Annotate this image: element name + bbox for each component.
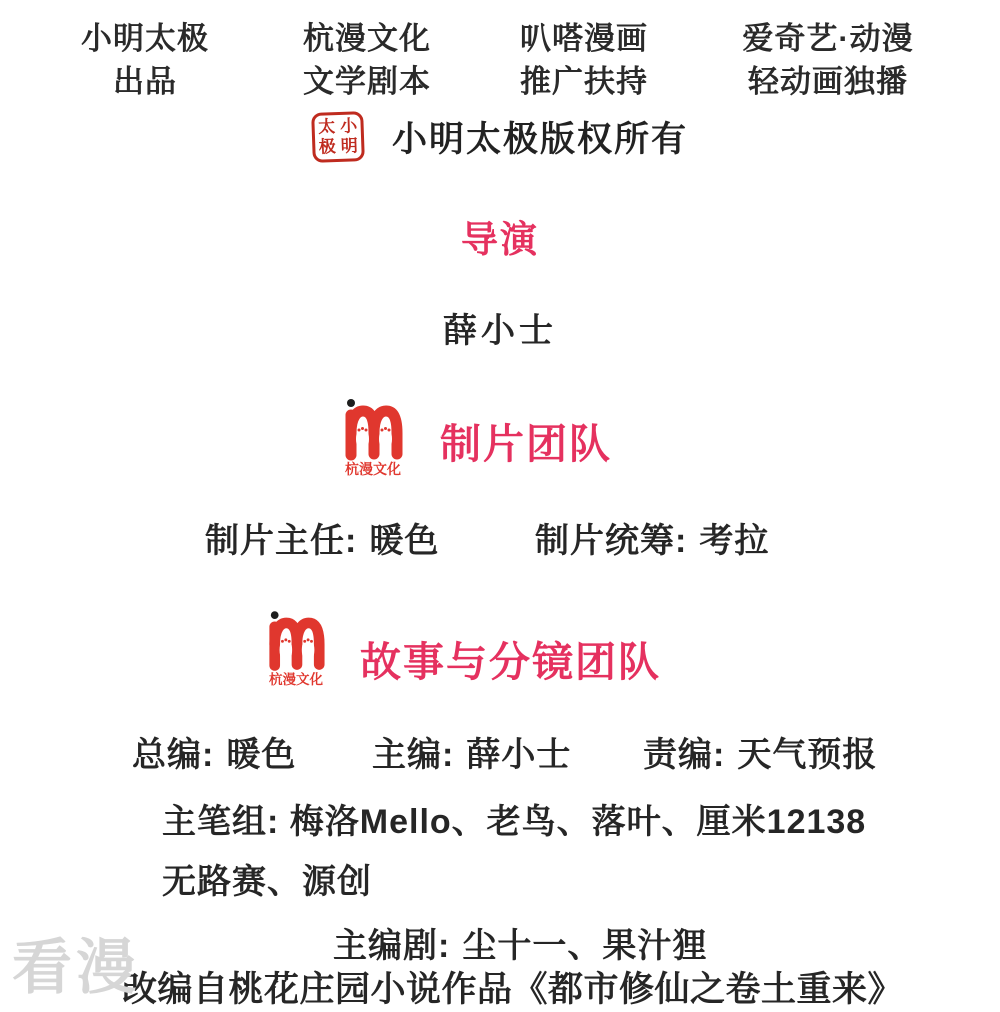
credit-production-coordinator (535, 513, 769, 562)
kanman-watermark: 看漫 (12, 934, 140, 1001)
credit-value: 考拉 (699, 522, 770, 560)
production-team-title: 制片团队 (440, 421, 612, 467)
credit-label: 主编剧: (333, 927, 451, 965)
seal-char: 太 (317, 117, 336, 137)
partner-block-bada (484, 17, 684, 103)
credit-label: 制片主任: (205, 522, 358, 560)
credit-responsible-editor (643, 727, 877, 776)
credit-production-director (205, 513, 439, 562)
copyright-text: 小明太极版权所有 (391, 120, 688, 159)
credit-value: 尘十一、果汁狸 (462, 927, 708, 965)
credit-label: 责编: (643, 736, 726, 774)
credit-value: 暖色 (226, 736, 297, 774)
logo-wordmark: 杭漫文化 (268, 671, 324, 687)
seal-char: 明 (340, 136, 359, 156)
publisher-seal-icon (311, 111, 365, 163)
credit-label: 制片统筹: (535, 522, 688, 560)
partner-name: 爱奇艺·动漫 (742, 21, 914, 56)
credit-chief-editor (132, 727, 296, 776)
credit-label: 主编: (372, 736, 455, 774)
partner-block-hangman (267, 17, 467, 103)
credit-value: 薛小士 (466, 736, 572, 774)
seal-char: 小 (339, 116, 358, 136)
director-title: 导演 (461, 219, 539, 260)
hangman-culture-logo-icon (342, 397, 404, 481)
adaptation-note: 改编自桃花庄园小说作品《都市修仙之卷土重来》 (122, 970, 904, 1009)
credit-screenwriters (333, 918, 707, 967)
partner-name: 小明太极 (81, 21, 209, 56)
partner-name: 叭嗒漫画 (520, 21, 648, 56)
credit-value: 暖色 (369, 522, 440, 560)
credit-artists-line2: 无路赛、源创 (162, 863, 372, 901)
director-name: 薛小士 (443, 312, 557, 350)
partner-block-iqiyi (700, 17, 956, 103)
partner-name: 杭漫文化 (303, 21, 431, 56)
partner-role: 文学剧本 (303, 64, 431, 99)
partner-role: 轻动画独播 (748, 64, 908, 99)
copyright-row (0, 112, 1000, 162)
hangman-culture-logo-icon (266, 609, 326, 691)
credit-managing-editor (372, 727, 571, 776)
credit-label: 总编: (132, 736, 215, 774)
partner-role: 推广扶持 (520, 64, 648, 99)
story-team-title: 故事与分镜团队 (360, 639, 661, 685)
partner-role: 出品 (113, 64, 177, 99)
partner-block-xiaoming (45, 17, 245, 103)
seal-char: 极 (318, 137, 337, 157)
credit-artists-line1: 主笔组: 梅洛Mello、老鸟、落叶、厘米12138 (162, 803, 867, 841)
credit-value: 天气预报 (737, 736, 878, 774)
logo-wordmark: 杭漫文化 (345, 461, 401, 477)
